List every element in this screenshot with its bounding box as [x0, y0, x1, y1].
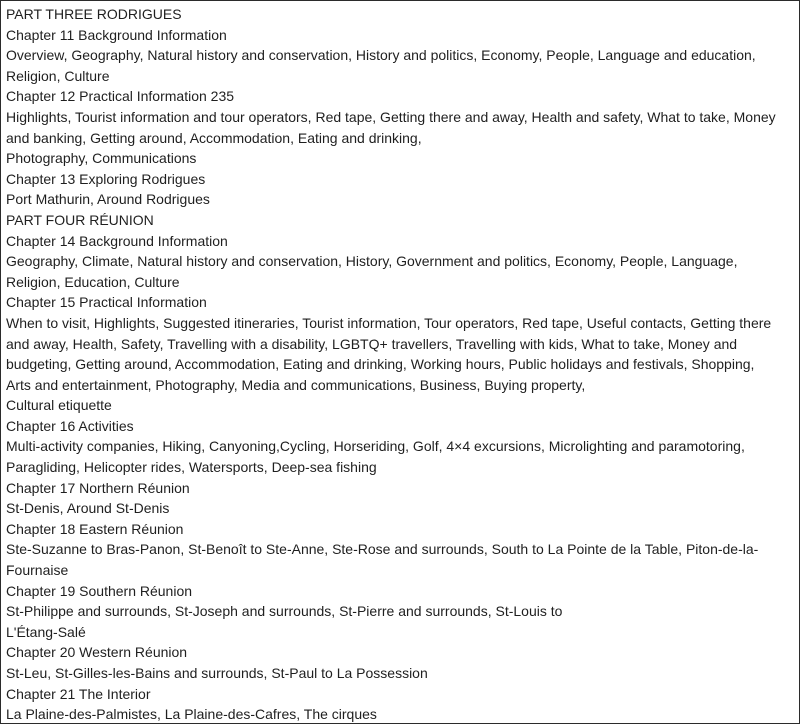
chapter-18-topics: Ste-Suzanne to Bras-Panon, St-Benoît to Ste-Anne, Ste-Rose and surrounds, South to La Pointe de la Table, Piton-de-la-Fournaise: [6, 541, 759, 579]
chapter-15-topics-continued: Arts and entertainment, Photography, Media and communications, Business, Buying property,: [6, 376, 586, 393]
chapter-12-topics: Highlights, Tourist information and tour operators, Red tape, Getting there and away, Health and safety, What to take, Money and banking, Getting around, Accommodation, Eating and drinking,: [6, 108, 776, 146]
chapter-14-title: Chapter 14 Background Information: [6, 232, 228, 249]
chapter-16-title: Chapter 16 Activities: [6, 417, 134, 434]
chapter-13-topics: Port Mathurin, Around Rodrigues: [6, 191, 210, 208]
chapter-15-topics-final: Cultural etiquette: [6, 397, 112, 414]
chapter-20-title: Chapter 20 Western Réunion: [6, 644, 188, 661]
chapter-21-topics: La Plaine-des-Palmistes, La Plaine-des-Cafres, The cirques: [6, 706, 377, 723]
chapter-19-topics-continued: L'Étang-Salé: [6, 623, 86, 640]
chapter-15-topics: When to visit, Highlights, Suggested itineraries, Tourist information, Tour operators, Red tape, Useful contacts, Getting there and away, Health, Safety, Travelling with a disability, LGBTQ+ travellers, Travelling with kids, What to take, Money and budgeting, Getting around, Accommodation, Eating and drinking, Working hours, Public holidays and festivals, Shopping,: [6, 314, 772, 373]
chapter-16-topics: Multi-activity companies, Hiking, Canyoning,Cycling, Horseriding, Golf, 4×4 excursions, Microlighting and paramotoring, Paragliding, Helicopter rides, Watersports, Deep-sea fishing: [6, 438, 745, 476]
chapter-11-title: Chapter 11 Background Information: [6, 26, 227, 43]
chapter-12-topics-continued: Photography, Communications: [6, 150, 197, 167]
chapter-20-topics: St-Leu, St-Gilles-les-Bains and surrounds, St-Paul to La Possession: [6, 665, 428, 681]
chapter-19-topics: St-Philippe and surrounds, St-Joseph and surrounds, St-Pierre and surrounds, St-Louis to: [6, 603, 563, 620]
chapter-19-title: Chapter 19 Southern Réunion: [6, 582, 193, 599]
part-four-heading: PART FOUR RÉUNION: [6, 211, 154, 228]
chapter-21-title: Chapter 21 The Interior: [6, 685, 151, 702]
table-of-contents: [6, 4, 794, 724]
chapter-15-title: Chapter 15 Practical Information: [6, 294, 207, 311]
chapter-12-title: Chapter 12 Practical Information 235: [6, 88, 235, 105]
chapter-11-topics: Overview, Geography, Natural history and conservation, History and politics, Economy, People, Language and education, Religion, Culture: [6, 47, 756, 84]
chapter-17-topics: St-Denis, Around St-Denis: [6, 500, 170, 517]
chapter-13-title: Chapter 13 Exploring Rodrigues: [6, 170, 206, 187]
part-three-heading: PART THREE RODRIGUES: [6, 6, 182, 22]
chapter-18-title: Chapter 18 Eastern Réunion: [6, 520, 184, 537]
chapter-14-topics: Geography, Climate, Natural history and conservation, History, Government and politics, Economy, People, Language, Religion, Education, Culture: [6, 253, 738, 290]
chapter-17-title: Chapter 17 Northern Réunion: [6, 479, 190, 496]
